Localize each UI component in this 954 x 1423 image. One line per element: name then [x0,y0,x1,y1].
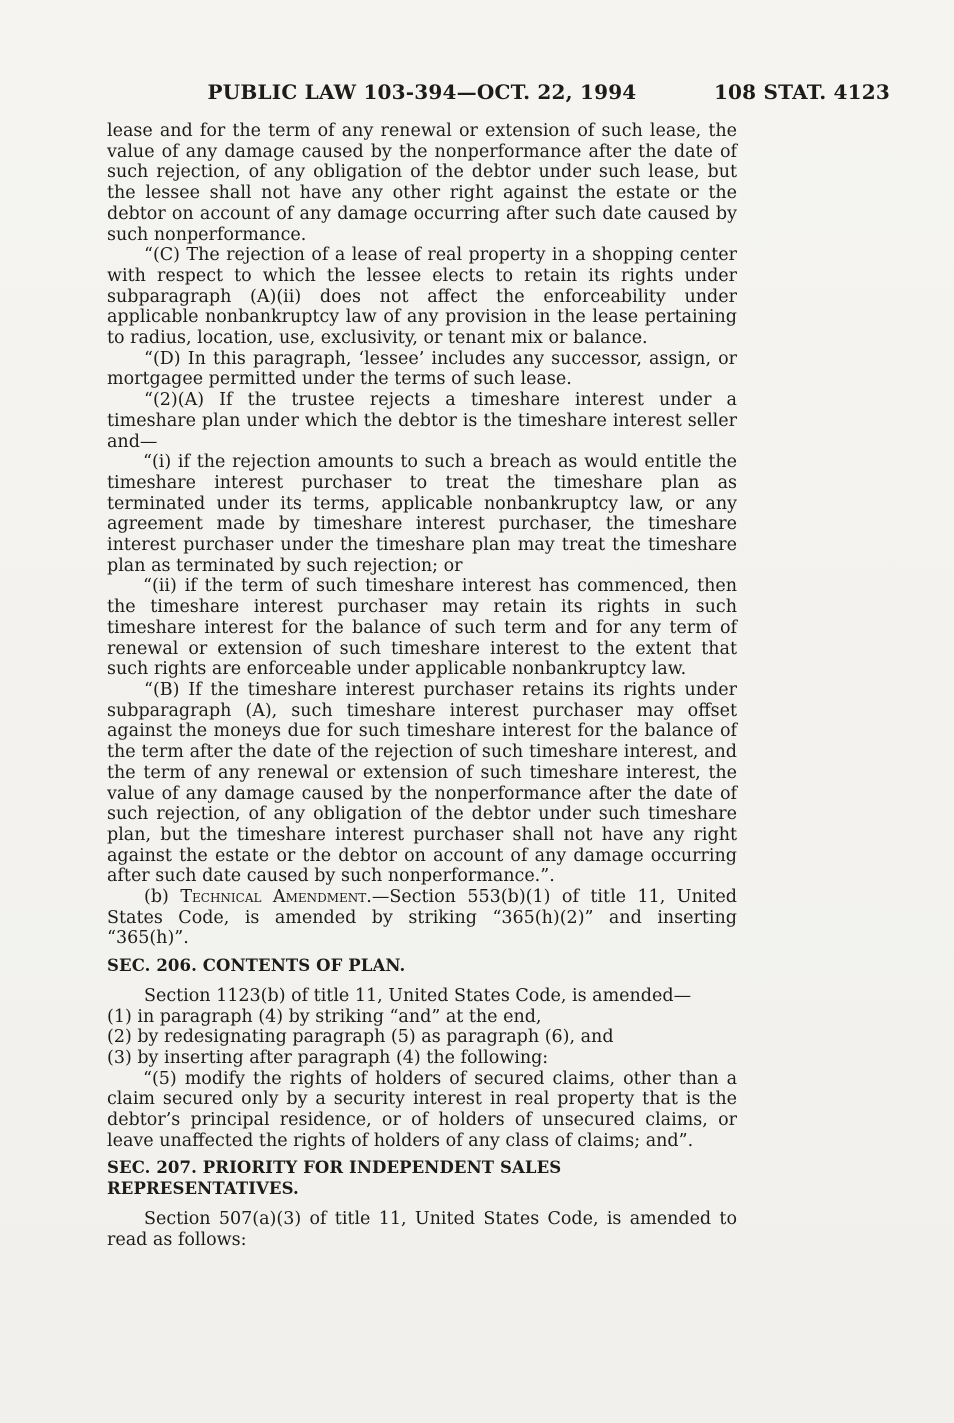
paragraph-subpara-b: “(B) If the timeshare interest purchaser retains its rights under subparagraph (A), such timeshare interest purchaser may offset against the moneys due for such timeshare interest for the balance of the term after the date of the rejection of such timeshare interest, and the term of any renewal or extension of such timeshare interest, the value of any damage caused by the nonperformance after the date of such rejection, of any obligation of the debtor under such timeshare plan, but the timeshare interest purchaser shall not have any right against the estate or the debtor on account of any damage occurring after such date caused by such nonperformance.”. [107,679,737,887]
section-206-item-3: (3) by inserting after paragraph (4) the following: [107,1047,549,1068]
amendment-body: .—Section 553(b)(1) of title 11, United States Code, is amended by striking “365(h)(2)” and inserting “365(h)”. [107,887,737,949]
page-header-law-title: PUBLIC LAW 103-394—OCT. 22, 1994 [207,80,637,104]
amendment-prefix: (b) [144,887,181,908]
section-207-heading: SEC. 207. PRIORITY FOR INDEPENDENT SALES REPRESENTATIVES. [107,1158,562,1199]
page-header-stat-number: 108 STAT. 4123 [713,80,890,104]
paragraph-clause-ii: “(ii) if the term of such timeshare interest has commenced, then the timeshare interest purchaser may retain its rights in such timeshare interest for the balance of such term and for any term of renewal or extension of such timeshare interest to the extent that such rights are enforceable under applicable nonbankruptcy law. [107,576,737,680]
amendment-smallcaps-label: Technical Amendment [180,887,367,908]
section-206-heading: SEC. 206. CONTENTS OF PLAN. [107,956,406,976]
section-207-intro: Section 507(a)(3) of title 11, United States Code, is amended to read as follows: [107,1208,737,1250]
paragraph-clause-i: “(i) if the rejection amounts to such a breach as would entitle the timeshare interest purchaser to treat the timeshare plan as terminated under its terms, applicable nonbankruptcy law, or any agreement made by timeshare interest purchaser, the timeshare interest purchaser under the timeshare plan may treat the timeshare plan as terminated by such rejection; or [107,452,737,576]
section-206-paragraph-5: “(5) modify the rights of holders of secured claims, other than a claim secured only by a security interest in real property that is the debtor’s principal residence, or of holders of unsecured claims, or leave unaffected the rights of holders of any class of claims; and”. [107,1068,737,1151]
paragraph-lease-continuation: lease and for the term of any renewal or extension of such lease, the value of any damage caused by the nonperformance after the date of such rejection, of any obligation of the debtor under such lease, but the lessee shall not have any other right against the estate or the debtor on account of any damage occurring after such date caused by such nonperformance. [107,121,737,245]
paragraph-2a: “(2)(A) If the trustee rejects a timeshare interest under a timeshare plan under which the debtor is the timeshare interest seller and— [107,390,737,452]
paragraph-subpara-c: “(C) The rejection of a lease of real property in a shopping center with respect to which the lessee elects to retain its rights under subparagraph (A)(ii) does not affect the enforceability under applicable nonbankruptcy law of any provision in the lease pertaining to radius, location, use, exclusivity, or tenant mix or balance. [107,245,737,349]
section-206-item-2: (2) by redesignating paragraph (5) as paragraph (6), and [107,1027,614,1048]
section-206-intro: Section 1123(b) of title 11, United States Code, is amended— [144,985,692,1006]
statute-text-column [107,121,737,1250]
paragraph-technical-amendment [107,887,737,949]
paragraph-subpara-d: “(D) In this paragraph, ‘lessee’ includes any successor, assign, or mortgagee permitted under the terms of such lease. [107,348,737,390]
section-206-item-1: (1) in paragraph (4) by striking “and” at the end, [107,1006,542,1027]
